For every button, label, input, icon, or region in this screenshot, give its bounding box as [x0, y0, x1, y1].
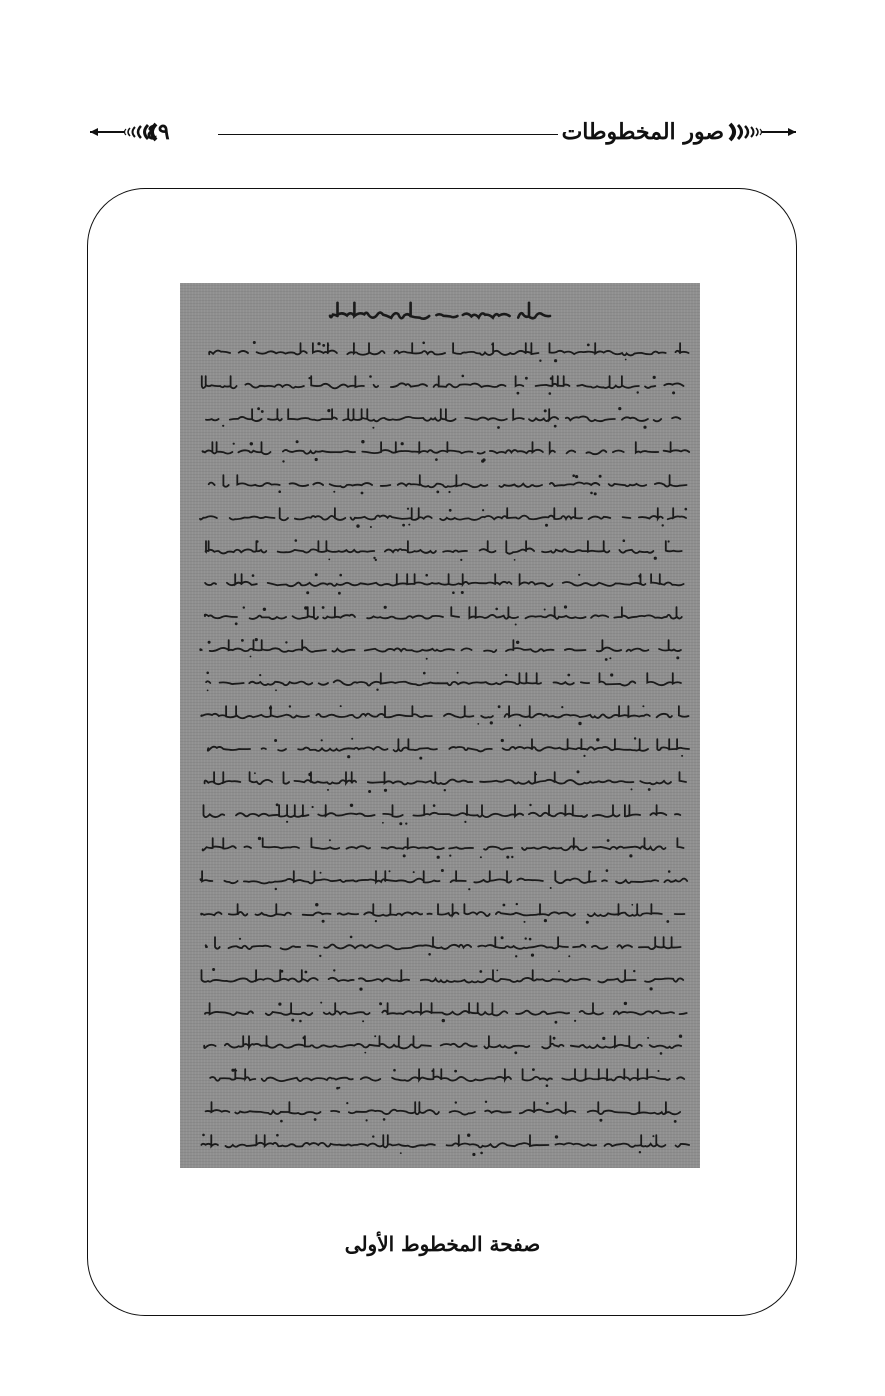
manuscript-dot — [442, 1019, 445, 1022]
manuscript-dot — [596, 738, 599, 741]
manuscript-text-line — [200, 640, 681, 652]
manuscript-dot — [672, 391, 675, 394]
manuscript-dot — [403, 854, 406, 857]
manuscript-dot — [351, 738, 353, 740]
manuscript-dot — [320, 1002, 322, 1004]
manuscript-dot — [555, 1021, 558, 1024]
manuscript-dot — [235, 622, 238, 625]
manuscript-dot — [295, 539, 298, 542]
manuscript-dot — [261, 410, 264, 413]
manuscript-dot — [639, 1151, 641, 1153]
manuscript-text-line — [209, 343, 688, 355]
manuscript-dot — [558, 970, 560, 972]
manuscript-dot — [231, 1069, 234, 1072]
manuscript-dot — [479, 970, 482, 973]
manuscript-dot — [285, 641, 287, 643]
manuscript-text-line — [200, 1102, 680, 1115]
manuscript-dot — [480, 1152, 483, 1155]
manuscript-dot — [274, 739, 277, 742]
manuscript-dot — [515, 955, 517, 957]
manuscript-dot — [525, 937, 527, 939]
header-rule — [218, 134, 558, 135]
manuscript-dot — [609, 657, 611, 659]
manuscript-dot — [454, 1070, 457, 1073]
manuscript-dot — [539, 360, 541, 362]
manuscript-dot — [419, 757, 422, 760]
manuscript-dot — [468, 888, 470, 890]
manuscript-dot — [589, 871, 591, 873]
manuscript-dot — [549, 392, 552, 395]
manuscript-dot — [577, 770, 580, 773]
manuscript-dot — [431, 1070, 433, 1072]
header-title: صور المخطوطات — [561, 119, 724, 145]
manuscript-dot — [202, 1134, 205, 1137]
manuscript-dot — [340, 705, 342, 707]
manuscript-dot — [339, 574, 342, 577]
manuscript-text-line — [191, 970, 683, 982]
manuscript-dot — [654, 557, 657, 560]
manuscript-dot — [496, 970, 498, 972]
manuscript-dot — [383, 1118, 386, 1121]
manuscript-dot — [515, 624, 517, 626]
manuscript-dot — [305, 971, 308, 974]
manuscript-dot — [320, 872, 322, 874]
manuscript-dot — [278, 1003, 281, 1006]
manuscript-dot — [291, 1019, 294, 1022]
manuscript-dot — [554, 425, 557, 428]
manuscript-dot — [256, 540, 259, 543]
manuscript-dot — [375, 559, 377, 561]
manuscript-dot — [658, 1070, 660, 1072]
manuscript-dot — [544, 919, 547, 922]
manuscript-dot — [401, 442, 404, 445]
manuscript-dot — [594, 492, 597, 495]
manuscript-dot — [435, 458, 438, 461]
manuscript-dot — [407, 508, 409, 510]
manuscript-text-line — [198, 1003, 686, 1015]
manuscript-dot — [258, 837, 261, 840]
page-header — [88, 112, 798, 152]
manuscript-dot — [532, 1068, 535, 1071]
manuscript-dot — [315, 573, 318, 576]
manuscript-dot — [529, 804, 531, 806]
manuscript-text-line — [205, 772, 686, 784]
manuscript-dot — [524, 921, 526, 923]
manuscript-dot — [650, 987, 653, 990]
manuscript-dot — [444, 789, 446, 791]
manuscript-dot — [625, 359, 627, 361]
manuscript-dot — [361, 440, 364, 443]
ornament-right-icon — [728, 116, 798, 148]
manuscript-dot — [235, 1070, 237, 1072]
manuscript-dot — [428, 953, 431, 956]
manuscript-dot — [250, 442, 253, 445]
manuscript-dot — [535, 774, 537, 776]
manuscript-dot — [497, 426, 500, 429]
manuscript-dot — [546, 1084, 549, 1087]
manuscript-dot — [327, 344, 329, 346]
manuscript-dot — [462, 375, 465, 378]
manuscript-dot — [633, 970, 635, 972]
manuscript-dot — [252, 574, 255, 577]
manuscript-dot — [346, 1102, 348, 1104]
manuscript-dot — [255, 638, 258, 641]
manuscript-dot — [425, 574, 428, 577]
manuscript-dot — [599, 475, 602, 478]
manuscript-dot — [637, 391, 639, 393]
manuscript-dot — [347, 755, 350, 758]
manuscript-text-line — [204, 1036, 681, 1048]
manuscript-dot — [402, 524, 405, 527]
manuscript-dot — [449, 855, 451, 857]
manuscript-text-line — [200, 871, 687, 883]
manuscript-dot — [322, 920, 325, 923]
figure-caption: صفحة المخطوط الأولى — [344, 1232, 541, 1256]
manuscript-image — [180, 283, 700, 1168]
manuscript-dot — [263, 608, 266, 611]
manuscript-dot — [239, 938, 241, 940]
manuscript-dot — [653, 376, 656, 379]
manuscript-dot — [457, 672, 459, 674]
manuscript-dot — [545, 524, 548, 527]
manuscript-dot — [452, 591, 455, 594]
manuscript-dot — [250, 656, 252, 658]
manuscript-dot — [599, 1119, 602, 1122]
manuscript-text-line — [193, 442, 689, 454]
manuscript-dot — [514, 1051, 517, 1054]
manuscript-dot — [303, 1036, 306, 1039]
manuscript-dot — [437, 856, 440, 859]
manuscript-dot — [289, 705, 291, 707]
manuscript-dot — [315, 903, 318, 906]
manuscript-text-line — [205, 574, 683, 586]
manuscript-dot — [333, 969, 335, 971]
manuscript-dot — [629, 854, 632, 857]
manuscript-dot — [306, 591, 309, 594]
manuscript-dot — [259, 674, 261, 676]
manuscript-dot — [275, 689, 277, 691]
manuscript-dot — [490, 721, 493, 724]
manuscript-text-line — [203, 838, 684, 850]
manuscript-dot — [280, 1120, 283, 1123]
manuscript-dot — [328, 559, 330, 561]
manuscript-dot — [460, 559, 462, 561]
manuscript-dot — [319, 955, 321, 957]
manuscript-dot — [369, 375, 372, 378]
manuscript-dot — [370, 526, 372, 528]
manuscript-dot — [384, 789, 387, 792]
manuscript-dot — [461, 591, 464, 594]
manuscript-dot — [495, 608, 498, 611]
manuscript-dot — [455, 1101, 457, 1103]
manuscript-dot — [254, 772, 256, 774]
manuscript-dot — [314, 1118, 317, 1121]
manuscript-dot — [662, 524, 664, 526]
manuscript-dot — [529, 938, 532, 941]
manuscript-dot — [327, 409, 330, 412]
manuscript-dot — [505, 674, 507, 676]
manuscript-dot — [561, 706, 563, 708]
manuscript-dot — [572, 474, 575, 477]
manuscript-dot — [405, 823, 407, 825]
manuscript-dot — [516, 641, 519, 644]
manuscript-dot — [567, 674, 570, 677]
manuscript-dot — [375, 920, 377, 922]
manuscript-dot — [666, 920, 669, 923]
manuscript-dot — [398, 1035, 400, 1037]
manuscript-heading-stroke — [330, 303, 550, 319]
manuscript-dot — [374, 1035, 376, 1037]
manuscript-dot — [389, 870, 391, 872]
manuscript-dot — [578, 722, 581, 725]
manuscript-dot — [679, 1035, 682, 1038]
manuscript-dot — [668, 870, 671, 873]
manuscript-dot — [399, 822, 402, 825]
manuscript-dot — [338, 592, 341, 595]
manuscript-dot — [366, 1119, 368, 1121]
manuscript-dot — [568, 955, 570, 957]
manuscript-dot — [553, 1037, 556, 1040]
manuscript-dot — [241, 639, 244, 642]
manuscript-dot — [286, 821, 288, 823]
manuscript-dot — [525, 377, 528, 380]
manuscript-dot — [393, 1069, 396, 1072]
manuscript-dot — [350, 804, 353, 807]
manuscript-dot — [243, 606, 245, 608]
manuscript-text-line — [209, 475, 687, 487]
manuscript-dot — [605, 658, 608, 661]
manuscript-dot — [564, 605, 567, 608]
manuscript-dot — [222, 425, 224, 427]
manuscript-dot — [296, 440, 299, 443]
manuscript-text-line — [202, 1069, 684, 1081]
manuscript-dot — [590, 492, 593, 495]
manuscript-dot — [511, 856, 513, 858]
manuscript-dot — [586, 921, 589, 924]
manuscript-dot — [467, 1134, 470, 1137]
manuscript-dot — [361, 492, 364, 495]
manuscript-dot — [531, 954, 534, 957]
manuscript-handwriting — [180, 283, 700, 1168]
manuscript-dot — [372, 1135, 374, 1137]
manuscript-dot — [482, 509, 484, 511]
manuscript-dot — [516, 903, 518, 905]
manuscript-text-line — [194, 706, 689, 718]
manuscript-dot — [574, 1020, 576, 1022]
manuscript-dot — [506, 856, 509, 859]
manuscript-dot — [376, 689, 378, 691]
manuscript-dot — [327, 789, 329, 791]
manuscript-dot — [423, 672, 426, 675]
manuscript-dot — [634, 737, 636, 739]
manuscript-dot — [485, 1101, 487, 1103]
manuscript-dot — [379, 1002, 382, 1005]
page-number: ٤٩ — [146, 119, 170, 145]
manuscript-text-line — [202, 376, 684, 388]
manuscript-dot — [426, 658, 428, 660]
manuscript-dot — [308, 773, 311, 776]
manuscript-dot — [602, 1037, 605, 1040]
manuscript-dot — [676, 656, 679, 659]
manuscript-dot — [681, 755, 683, 757]
manuscript-dot — [610, 673, 613, 676]
manuscript-dot — [276, 803, 279, 806]
manuscript-dot — [606, 869, 609, 872]
manuscript-text-line — [204, 805, 681, 817]
manuscript-dot — [550, 377, 553, 380]
manuscript-text-line — [201, 904, 684, 916]
manuscript-dot — [317, 342, 320, 345]
manuscript-dot — [212, 968, 215, 971]
manuscript-dot — [503, 904, 506, 907]
manuscript-dot — [660, 1052, 663, 1055]
manuscript-dot — [278, 490, 281, 493]
manuscript-dot — [359, 988, 362, 991]
manuscript-dot — [685, 508, 688, 511]
manuscript-text-line — [206, 673, 681, 685]
manuscript-dot — [281, 970, 284, 973]
manuscript-dot — [587, 344, 590, 347]
manuscript-dot — [514, 559, 516, 561]
manuscript-dot — [400, 1152, 402, 1154]
manuscript-dot — [322, 606, 325, 609]
manuscript-text-line — [205, 607, 682, 619]
manuscript-text-line — [200, 508, 686, 520]
manuscript-dot — [368, 790, 371, 793]
manuscript-dot — [643, 426, 646, 429]
manuscript-dot — [642, 705, 644, 707]
manuscript-dot — [312, 806, 314, 808]
manuscript-dot — [481, 460, 484, 463]
manuscript-dot — [464, 821, 466, 823]
manuscript-text-line — [195, 409, 681, 421]
manuscript-dot — [356, 524, 359, 527]
manuscript-dot — [480, 856, 482, 858]
manuscript-text-line — [201, 1135, 689, 1147]
manuscript-dot — [544, 609, 546, 611]
manuscript-dot — [501, 936, 504, 939]
manuscript-dot — [333, 491, 335, 493]
manuscript-dot — [623, 539, 626, 542]
manuscript-dot — [433, 804, 436, 807]
manuscript-dot — [638, 575, 641, 578]
manuscript-dot — [275, 888, 277, 890]
manuscript-dot — [269, 706, 272, 709]
manuscript-dot — [233, 443, 235, 445]
manuscript-dot — [583, 755, 585, 757]
manuscript-dot — [436, 491, 439, 494]
manuscript-dot — [519, 724, 521, 726]
manuscript-dot — [472, 1153, 475, 1156]
manuscript-dot — [607, 839, 610, 842]
manuscript-dot — [624, 1002, 627, 1005]
manuscript-dot — [554, 359, 557, 362]
manuscript-text-line — [196, 739, 689, 751]
manuscript-dot — [618, 407, 621, 410]
manuscript-dot — [631, 904, 633, 906]
manuscript-dot — [652, 1135, 654, 1137]
manuscript-dot — [321, 739, 323, 741]
manuscript-dot — [647, 1037, 649, 1039]
manuscript-dot — [477, 723, 479, 725]
manuscript-dot — [448, 491, 450, 493]
manuscript-dot — [648, 788, 651, 791]
manuscript-dot — [550, 887, 552, 889]
manuscript-dot — [329, 839, 331, 841]
manuscript-dot — [441, 869, 444, 872]
manuscript-dot — [449, 509, 452, 512]
manuscript-dot — [544, 409, 547, 412]
manuscript-dot — [364, 1052, 366, 1054]
manuscript-dot — [413, 871, 415, 873]
manuscript-dot — [282, 460, 284, 462]
manuscript-dot — [304, 606, 307, 609]
manuscript-dot — [668, 540, 670, 542]
manuscript-dot — [308, 377, 310, 379]
manuscript-dot — [408, 524, 410, 526]
manuscript-dot — [491, 343, 493, 345]
manuscript-dot — [206, 672, 209, 675]
manuscript-dot — [373, 557, 375, 559]
manuscript-dot — [384, 606, 387, 609]
manuscript-dot — [517, 392, 520, 395]
manuscript-text-line — [206, 937, 681, 949]
manuscript-dot — [276, 1134, 279, 1137]
manuscript-dot — [253, 341, 256, 344]
manuscript-dot — [422, 342, 425, 345]
manuscript-dot — [555, 1135, 558, 1138]
manuscript-dot — [315, 458, 318, 461]
manuscript-dot — [382, 822, 384, 824]
manuscript-dot — [350, 936, 353, 939]
manuscript-dot — [546, 1102, 549, 1105]
manuscript-dot — [257, 407, 260, 410]
manuscript-dot — [336, 1087, 339, 1090]
manuscript-dot — [207, 690, 209, 692]
manuscript-dot — [578, 574, 580, 576]
manuscript-dot — [674, 1120, 677, 1123]
manuscript-dot — [498, 705, 501, 708]
manuscript-dot — [631, 788, 633, 790]
manuscript-text-line — [195, 541, 682, 554]
manuscript-dot — [501, 739, 504, 742]
manuscript-dot — [208, 641, 211, 644]
manuscript-dot — [362, 1020, 364, 1022]
manuscript-dot — [322, 344, 325, 347]
manuscript-dot — [372, 427, 374, 429]
manuscript-dot — [575, 475, 578, 478]
manuscript-dot — [299, 1020, 302, 1023]
